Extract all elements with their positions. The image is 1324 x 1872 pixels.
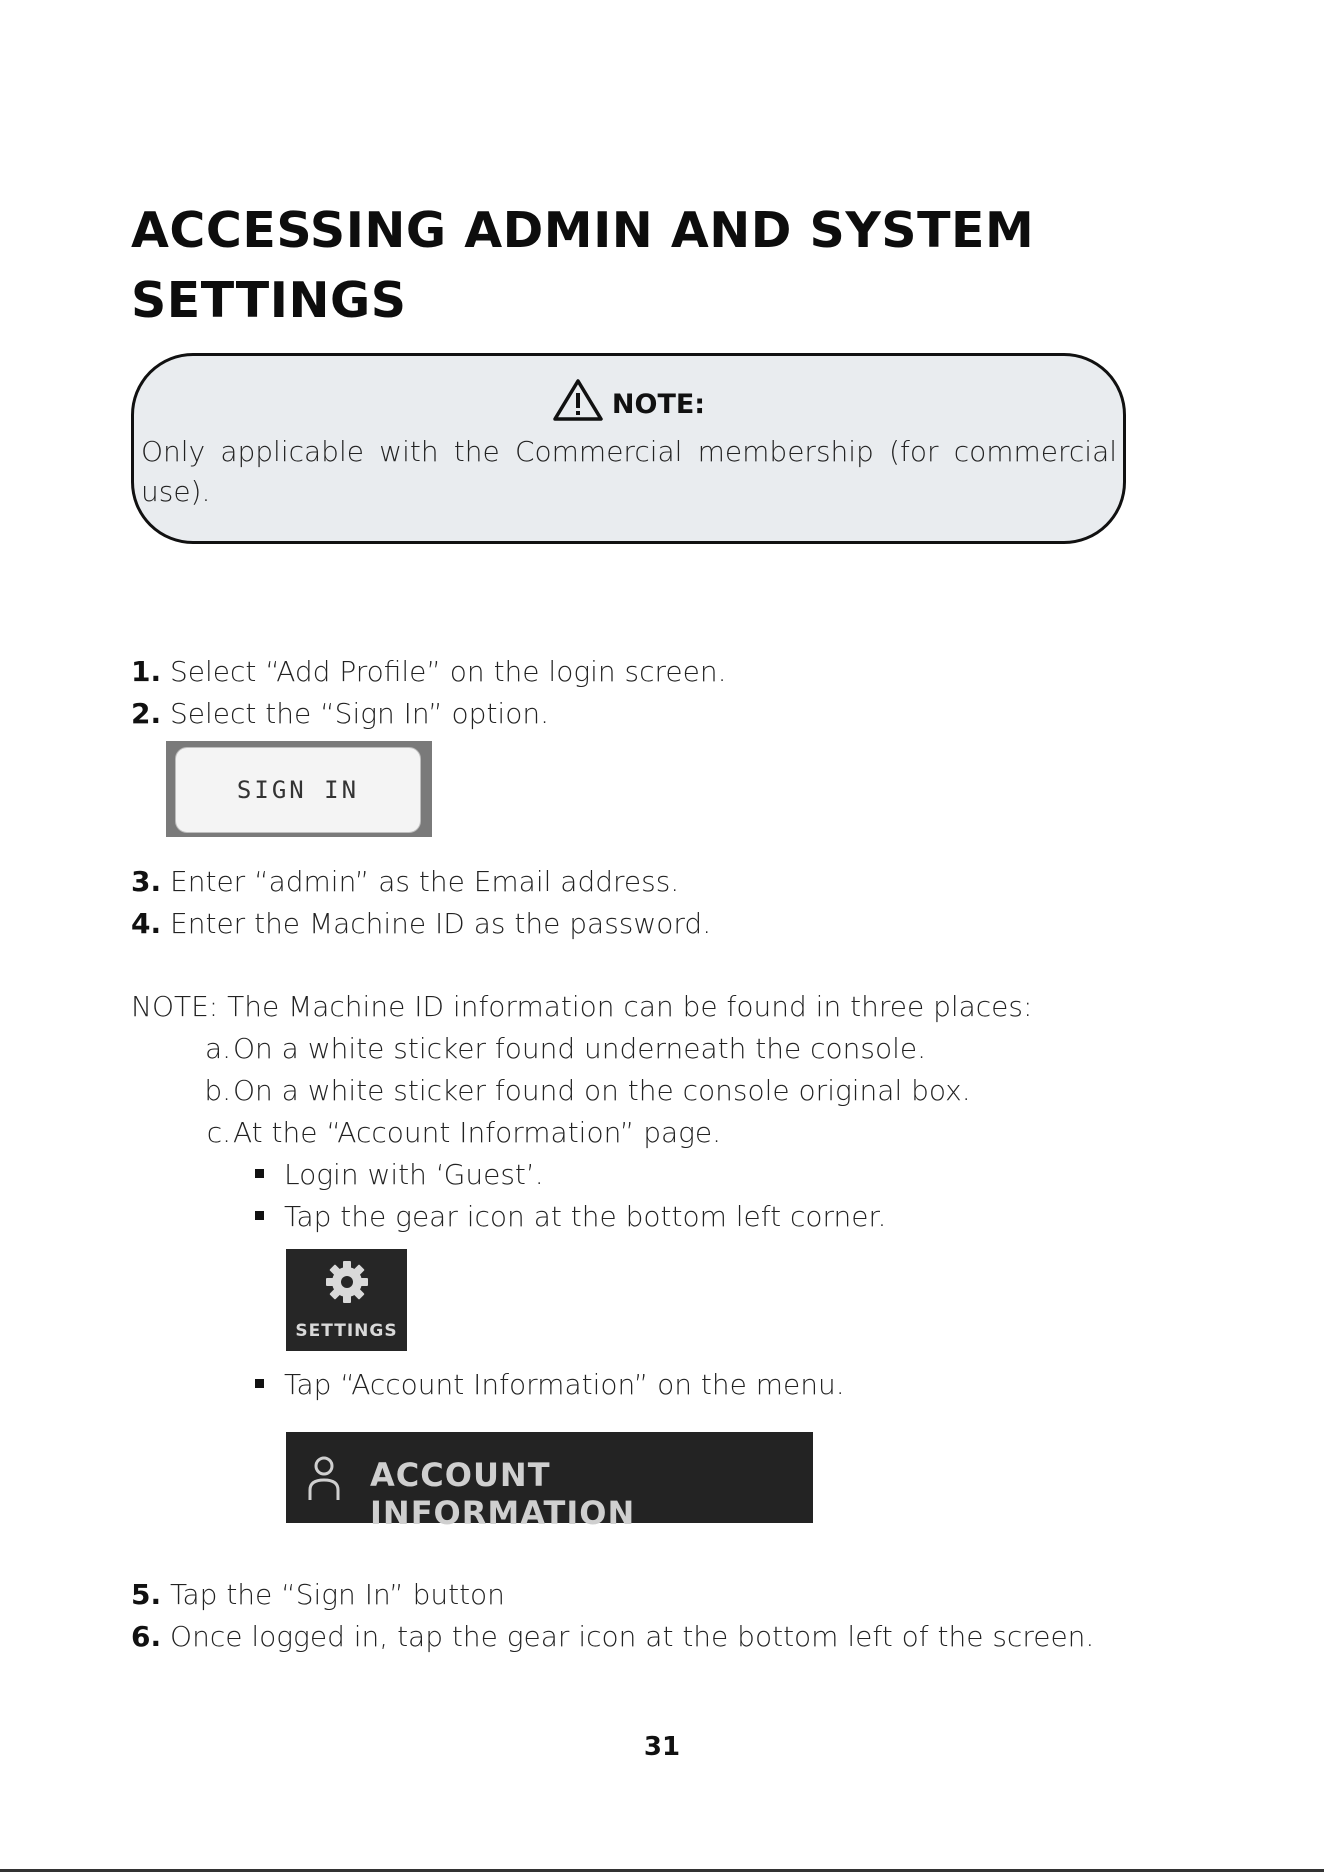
note-heading [134,378,1123,425]
step-2 [131,694,549,734]
list-text: At the “Account Information” page. [233,1116,722,1149]
settings-screenshot [286,1249,407,1351]
bullet-text: Login with ‘Guest’. [284,1158,544,1191]
step-text: Tap the “Sign In” button [170,1578,505,1611]
step-4 [131,904,711,944]
warning-triangle-icon [552,378,604,422]
sign-in-button-image: SIGN IN [175,747,421,833]
bullet-item [255,1155,544,1195]
account-information-screenshot [286,1432,813,1532]
step-number: 4. [131,907,162,940]
step-text: Select “Add Profile” on the login screen. [170,655,727,688]
step-3 [131,862,679,902]
list-text: On a white sticker found underneath the console. [233,1032,927,1065]
page-number: 31 [643,1732,681,1762]
bullet-item [255,1197,886,1237]
settings-label: SETTINGS [295,1321,398,1341]
step-text: Once logged in, tap the gear icon at the bottom left of the screen. [170,1620,1095,1653]
sign-in-screenshot [166,741,432,837]
bullet-text: Tap the gear icon at the bottom left corner. [284,1200,887,1233]
step-number: 2. [131,697,162,730]
machine-id-note: NOTE: The Machine ID information can be found in three places: [131,990,1033,1023]
list-text: On a white sticker found on the console original box. [233,1074,971,1107]
step-text: Enter “admin” as the Email address. [170,865,680,898]
step-5 [131,1575,505,1615]
list-label: c. [206,1116,231,1149]
step-number: 5. [131,1578,162,1611]
step-text: Select the “Sign In” option. [170,697,549,730]
note-heading-text: NOTE: [611,389,706,420]
list-label: b. [204,1074,231,1107]
bullet-text: Tap “Account Information” on the menu. [284,1368,845,1401]
machine-id-location-b [201,1071,971,1111]
account-information-label: ACCOUNT INFORMATION [370,1456,636,1532]
step-text: Enter the Machine ID as the password. [170,907,712,940]
step-1 [131,652,727,692]
step-number: 6. [131,1620,162,1653]
bullet-square-icon [255,1211,264,1220]
bullet-square-icon [255,1169,264,1178]
machine-id-location-c [201,1113,721,1153]
machine-id-location-a [201,1029,926,1069]
note-callout [131,353,1126,544]
list-label: a. [204,1032,231,1065]
step-number: 1. [131,655,162,688]
bullet-square-icon [255,1379,264,1388]
bullet-item [255,1365,845,1405]
page-title-line-1: ACCESSING ADMIN AND SYSTEM [131,202,1035,259]
gear-icon [324,1259,370,1305]
note-body: Only applicable with the Commercial membership (for commercial use). [141,435,1117,508]
step-6 [131,1617,1094,1657]
page-title [131,196,1131,336]
person-icon [306,1454,342,1502]
page-title-line-2: SETTINGS [131,272,407,329]
step-number: 3. [131,865,162,898]
